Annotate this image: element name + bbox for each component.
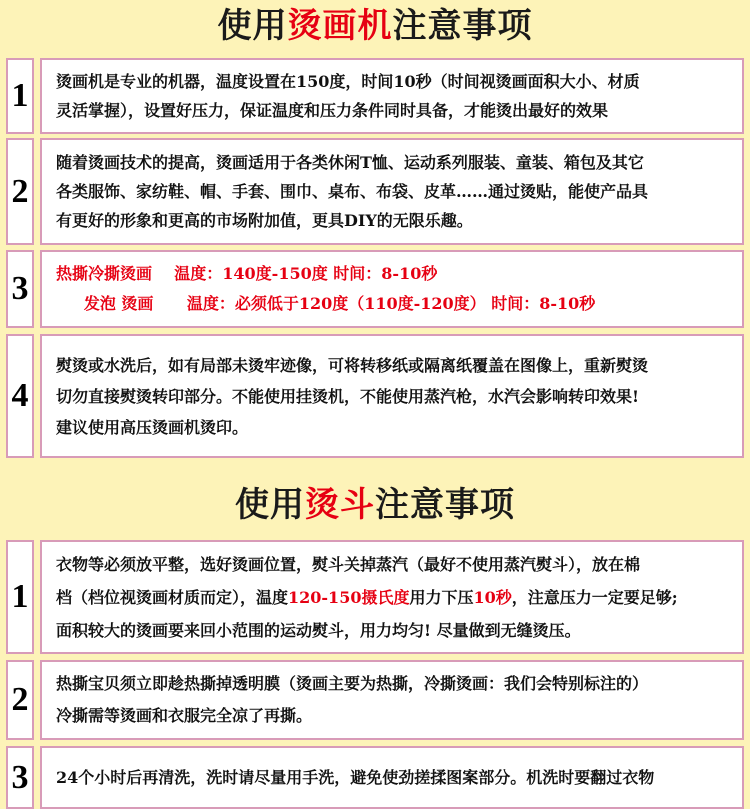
item-line: 各类服饰、家纺鞋、帽、手套、围巾、桌布、布袋、皮革……通过烫贴，能使产品具 (56, 182, 649, 201)
item-line: 烫画机是专业的机器，温度设置在150度，时间10秒（时间视烫画面积大小、材质 (56, 72, 640, 91)
item-number: 1 (6, 540, 34, 654)
item-line: 有更好的形象和更高的市场附加值，更具DIY的无限乐趣。 (56, 211, 473, 230)
time-highlight: 10秒 (473, 587, 512, 607)
title-prefix: 使用 (217, 6, 288, 46)
title-suffix: 注意事项 (392, 6, 533, 46)
text-segment: 档（档位视烫画材质而定），温度 (56, 587, 289, 607)
item-text-box (40, 334, 744, 458)
item-number: 4 (6, 334, 34, 458)
section-title-iron (0, 478, 750, 532)
item-line: 24个小时后再清洗，洗时请尽量用手洗，避免使劲搓揉图案部分。机洗时要翻过衣物 (56, 768, 655, 787)
item-line: 发泡 烫画 温度：必须低于120度（110度-120度） 时间：8-10秒 (56, 294, 596, 313)
temperature-highlight: 120-150摄氏度 (288, 587, 410, 607)
heat-press-item-3 (6, 250, 744, 328)
heat-press-item-2 (6, 138, 744, 245)
text-segment: ，注意压力一定要足够; (511, 587, 678, 607)
section-title-heat-press (0, 2, 750, 50)
item-text-box (40, 746, 744, 809)
iron-item-3 (6, 746, 744, 809)
item-line: 切勿直接熨烫转印部分。不能使用挂烫机，不能使用蒸汽枪，水汽会影响转印效果! (56, 386, 640, 406)
title-highlight: 烫画机 (287, 6, 393, 46)
item-text-box (40, 660, 744, 740)
item-line: 冷撕需等烫画和衣服完全凉了再撕。 (56, 706, 313, 725)
item-text-box (40, 250, 744, 328)
item-number: 3 (6, 746, 34, 809)
item-line: 建议使用高压烫画机烫印。 (56, 417, 249, 437)
item-number: 3 (6, 250, 34, 328)
item-number: 1 (6, 58, 34, 134)
item-line: 热撕宝贝须立即趁热撕掉透明膜（烫画主要为热撕，冷撕烫画：我们会特别标注的） (56, 674, 649, 693)
heat-press-item-1 (6, 58, 744, 134)
item-text-box (40, 540, 744, 654)
item-line: 衣物等必须放平整，选好烫画位置，熨斗关掉蒸汽（最好不使用蒸汽熨斗），放在棉 (56, 554, 641, 574)
item-line (56, 581, 736, 614)
item-line: 熨烫或水洗后，如有局部未烫牢迹像，可将转移纸或隔离纸覆盖在图像上，重新熨烫 (56, 355, 649, 375)
title-prefix: 使用 (235, 485, 305, 525)
title-highlight: 烫斗 (305, 485, 375, 525)
item-number: 2 (6, 660, 34, 740)
title-suffix: 注意事项 (375, 485, 515, 525)
iron-item-2 (6, 660, 744, 740)
item-text-box (40, 138, 744, 245)
heat-press-item-4 (6, 334, 744, 458)
item-line: 面积较大的烫画要来回小范围的运动熨斗，用力均匀! 尽量做到无缝烫压。 (56, 620, 581, 640)
item-number: 2 (6, 138, 34, 245)
iron-item-1 (6, 540, 744, 654)
item-line: 随着烫画技术的提高，烫画适用于各类休闲T恤、运动系列服装、童装、箱包及其它 (56, 153, 644, 172)
item-text-box (40, 58, 744, 134)
text-segment: 用力下压 (409, 587, 474, 607)
item-line: 热撕冷撕烫画 温度：140度-150度 时间：8-10秒 (56, 264, 438, 283)
item-line: 灵活掌握），设置好压力，保证温度和压力条件同时具备，才能烫出最好的效果 (56, 101, 609, 120)
